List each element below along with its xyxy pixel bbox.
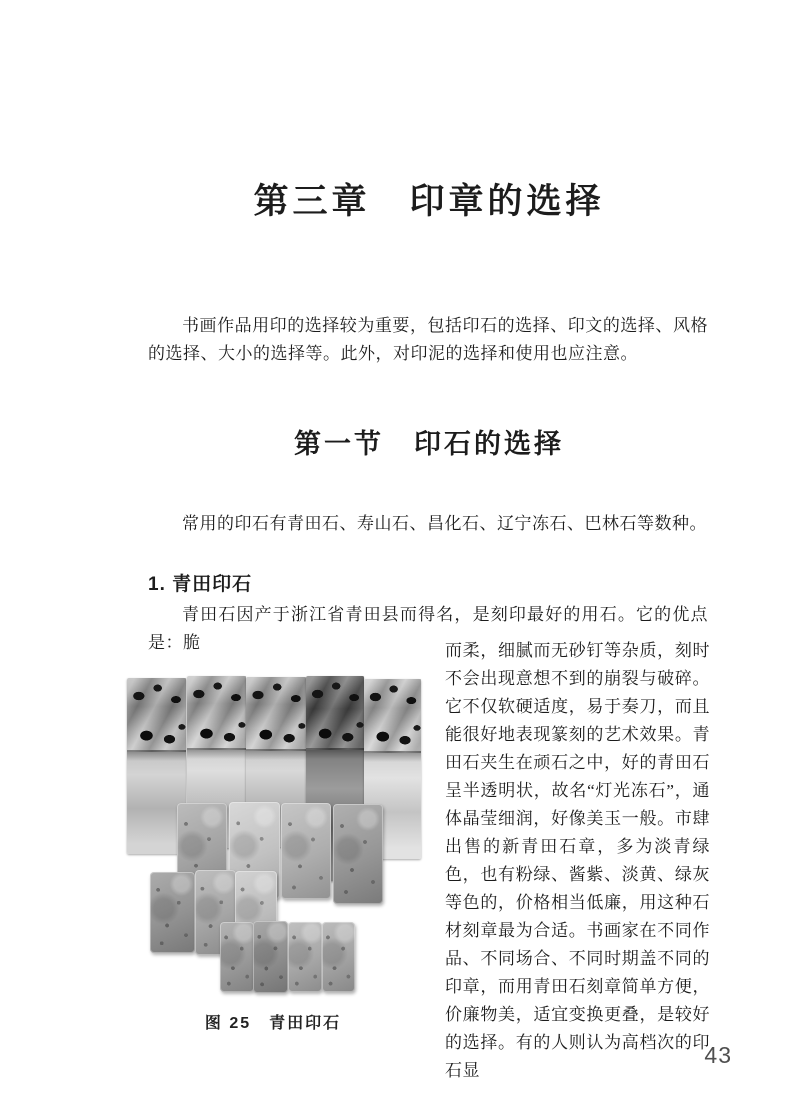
common-stones-paragraph: 常用的印石有青田石、寿山石、昌化石、辽宁冻石、巴林石等数种。 — [182, 514, 707, 533]
body-first-line: 青田石因产于浙江省青田县而得名，是刻印最好的用石。它的优点是：脆 — [148, 605, 708, 652]
figure-and-text-row — [125, 637, 710, 1085]
carved-dragon-top — [306, 676, 364, 750]
figure-25 — [125, 676, 421, 1033]
figure-caption: 图 25 青田印石 — [204, 1015, 342, 1032]
plain-seal-stone — [150, 872, 195, 953]
plain-seal-stone — [281, 803, 331, 899]
plain-seal-stone — [253, 921, 288, 993]
body-column-text: 而柔，细腻而无砂钉等杂质，刻时不会出现意想不到的崩裂与破碎。它不仅软硬适度，易于奏刀，而且能很好地表现篆刻的艺术效果。青田石夹生在顽石之中，好的青田石呈半透明状，故名“灯光冻石”，通体晶莹细润，好像美玉一般。市肆出售的新青田石章，多为淡青绿色，也有粉绿、酱紫、淡黄、绿灰等色的，价格相当低廉，用这种石材刻章最为合适。书画家在不同作品、不同场合、不同时期盖不同的印章，而用青田石刻章简单方便，价廉物美，适宜变换更叠，是较好的选择。有的人则认为高档次的印石显 — [445, 641, 710, 1080]
carved-dragon-top — [364, 679, 421, 753]
plain-seal-stone — [333, 804, 383, 904]
section-title: 第一节 印石的选择 — [294, 429, 564, 459]
seal-stones-photo — [125, 676, 421, 1000]
plain-seal-stone — [288, 922, 322, 992]
carved-dragon-top — [127, 678, 186, 752]
page-number: 43 — [704, 1042, 732, 1068]
plain-seal-stone — [322, 922, 355, 992]
plain-seal-stone — [220, 922, 254, 992]
chapter-title: 第三章 印章的选择 — [253, 182, 605, 221]
intro-paragraph: 书画作品用印的选择较为重要，包括印石的选择、印文的选择、风格的选择、大小的选择等。此外，对印泥的选择和使用也应注意。 — [148, 316, 708, 363]
carved-dragon-top — [187, 676, 246, 750]
subsection-title-qingtian: 1. 青田印石 — [148, 574, 253, 595]
carved-dragon-top — [246, 677, 306, 751]
